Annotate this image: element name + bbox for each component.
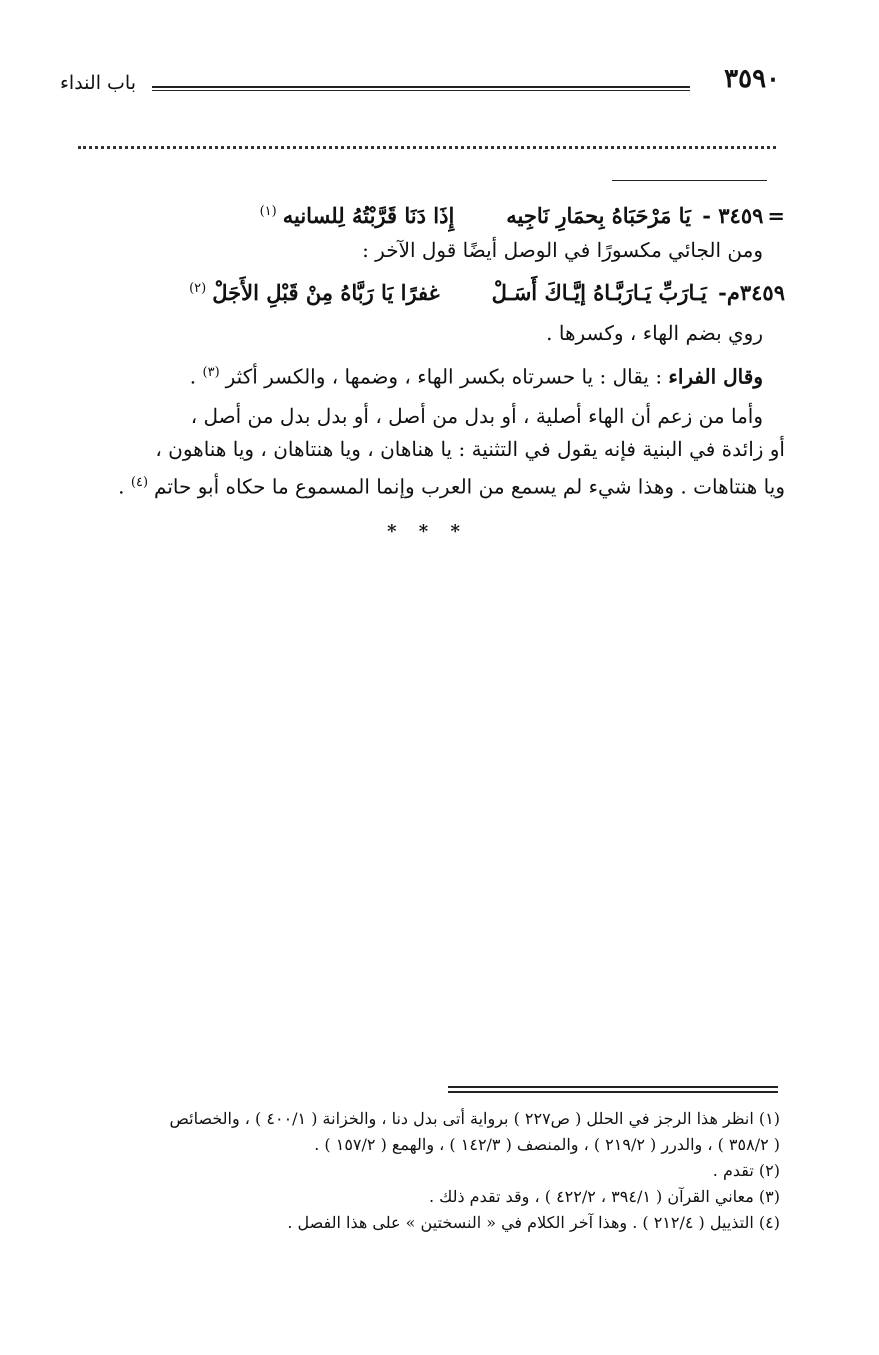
intro-line: ومن الجائي مكسورًا في الوصل أيضًا قول الآخر : xyxy=(362,238,763,262)
verse-number: ٣٤٥٩ - xyxy=(702,203,764,228)
verse-3459m xyxy=(70,267,785,311)
verse-hemistich-1: يَـارَبِّ يَـارَبَّـاهُ إيَّـاكَ أَسَـلْ xyxy=(491,280,707,305)
footnote-2: (٢) تقدم . xyxy=(712,1161,780,1180)
dual-line-1: وأما من زعم أن الهاء أصلية ، أو بدل من أصل ، أو بدل بدل من أصل ، xyxy=(190,403,763,428)
section-end-stars: * * * xyxy=(387,521,468,543)
footnote-1-line-2: ( ٣٥٨/٢ ) ، والدرر ( ٢١٩/٢ ) ، والمنصف ( ١٤٢/٣ ) ، والهمع ( ١٥٧/٢ ) . xyxy=(314,1135,780,1154)
footnote-4: (٤) التذييل ( ٢١٢/٤ ) . وهذا آخر الكلام في « النسختين » على هذا الفصل . xyxy=(287,1213,780,1232)
chapter-title: باب النداء xyxy=(60,72,136,94)
page-number: ٣٥٩٠ xyxy=(724,64,780,94)
footnote-ref-4: (٤) xyxy=(130,474,149,490)
header-rule xyxy=(152,86,690,91)
dual-line-3 xyxy=(70,466,785,504)
dotted-separator xyxy=(78,146,776,149)
verse-3459 xyxy=(70,190,785,234)
farra-paragraph xyxy=(70,356,785,394)
farra-end: . xyxy=(189,364,197,389)
continuation-marker: = xyxy=(767,203,785,228)
dual-paragraph xyxy=(70,400,785,504)
footnote-ref-3: (٣) xyxy=(202,365,220,380)
dual-line-3-text: ويا هنتاهات . وهذا شيء لم يسمع من العرب وإنما المسموع ما حكاه أبو حاتم xyxy=(154,474,785,499)
verse-number: ٣٤٥٩م- xyxy=(718,280,785,305)
rowi-line: روي بضم الهاء ، وكسرها . xyxy=(546,321,763,345)
page-header xyxy=(60,60,780,110)
footnote-rule xyxy=(448,1086,778,1093)
dual-line-3-end: . xyxy=(118,474,125,499)
short-rule xyxy=(612,180,767,181)
main-text xyxy=(70,190,785,542)
verse-hemistich-2: إِذَا دَنَا قَرَّبْتُهُ لِلسانيه xyxy=(282,203,455,228)
footnotes xyxy=(66,1106,780,1236)
farra-text: : يقال : يا حسرتاه بكسر الهاء ، وضمها ، والكسر أكثر xyxy=(225,364,663,389)
footnote-ref-1: (١) xyxy=(259,204,277,219)
footnote-3: (٣) معاني القرآن ( ٣٩٤/١ ، ٤٢٢/٢ ) ، وقد تقدم ذلك . xyxy=(428,1187,780,1206)
farra-lead: وقال الفراء xyxy=(668,364,763,389)
verse-hemistich-1: يَا مَرْحَبَاهُ بِحمَارِ نَاجِيه xyxy=(506,203,691,228)
footnote-1-line-1: (١) انظر هذا الرجز في الحلل ( ص٢٢٧ ) برواية أتى بدل دنا ، والخزانة ( ٤٠٠/١ ) ، والخصائص xyxy=(169,1109,780,1128)
verse-hemistich-2: غفرًا يَا رَبَّاهُ مِنْ قَبْلِ الأَجَلْ xyxy=(212,280,440,305)
footnote-ref-2: (٢) xyxy=(189,281,207,296)
dual-line-2: أو زائدة في البنية فإنه يقول في التثنية : يا هناهان ، ويا هنتاهان ، ويا هناهون ، xyxy=(155,436,785,461)
